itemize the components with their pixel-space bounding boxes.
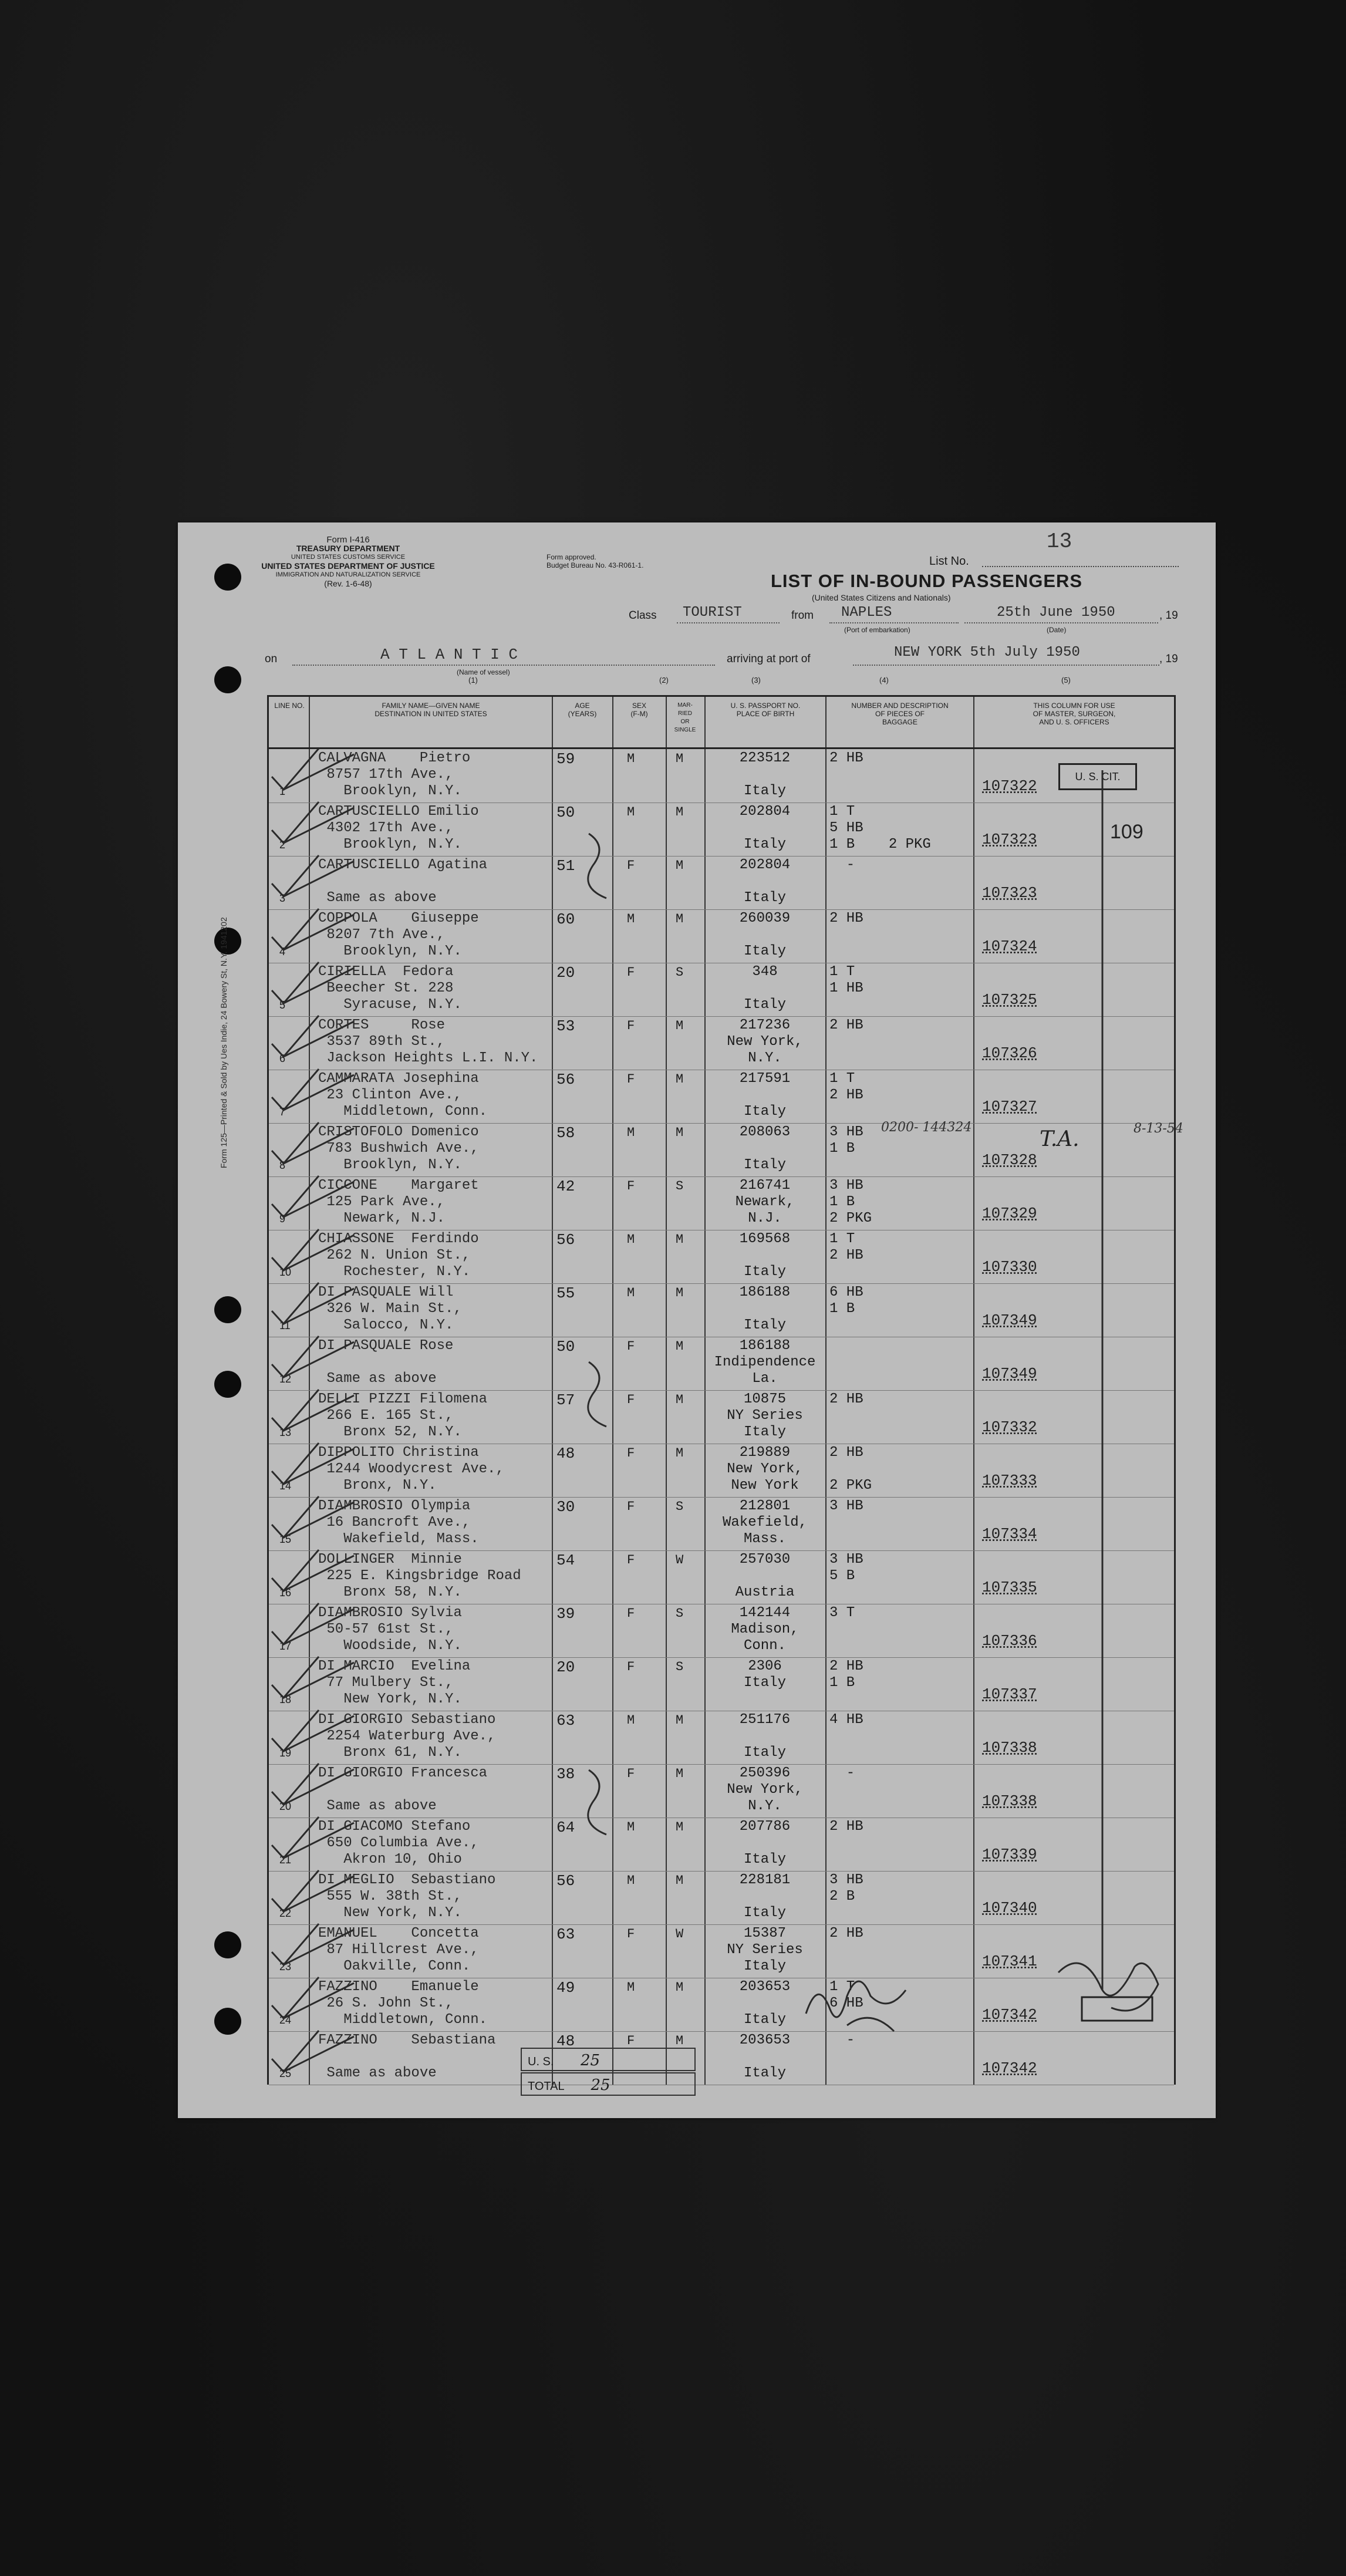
- line-number: 19: [279, 1747, 292, 1759]
- check-mark: [272, 1924, 354, 1965]
- line-number: 21: [279, 1854, 292, 1866]
- check-mark: [272, 1603, 354, 1644]
- passenger-sex: F: [627, 1392, 635, 1407]
- header-sex: SEX (F-M): [630, 702, 648, 718]
- line-number: 25: [279, 2068, 292, 2079]
- passenger-name: DIAMBROSIO Sylvia 50-57 61st St., Woodside, N.Y.: [318, 1605, 462, 1654]
- marital-status: M: [676, 1873, 684, 1888]
- passenger-name: CICCONE Margaret 125 Park Ave., Newark, N.J.: [318, 1178, 479, 1226]
- passenger-age: 50: [556, 804, 575, 821]
- passport-birthplace: 186188 Italy: [739, 1284, 791, 1333]
- passenger-name: DIAMBROSIO Olympia 16 Bancroft Ave., Wakefield, Mass.: [318, 1498, 479, 1547]
- baggage: 1 T 5 HB 1 B 2 PKG: [829, 804, 931, 852]
- marital-status: S: [676, 1606, 684, 1621]
- line-number: 13: [279, 1427, 292, 1438]
- check-mark: [272, 1390, 354, 1431]
- passenger-age: 55: [556, 1284, 575, 1302]
- marital-status: M: [676, 1980, 684, 1995]
- line-number: 4: [279, 946, 286, 957]
- total-count-value: 25: [591, 2076, 610, 2094]
- ins-service: IMMIGRATION AND NATURALIZATION SERVICE: [275, 571, 421, 578]
- passport-birthplace: 203653 Italy: [739, 1979, 791, 2028]
- marital-status: M: [676, 1072, 684, 1087]
- passenger-age: 59: [556, 750, 575, 768]
- passenger-sex: F: [627, 1660, 635, 1674]
- line-number: 10: [279, 1266, 292, 1278]
- marital-status: S: [676, 1660, 684, 1674]
- marital-status: M: [676, 2034, 684, 2048]
- passport-birthplace: 202804 Italy: [739, 857, 791, 906]
- baggage: -: [829, 1765, 855, 1781]
- baggage: 2 HB: [829, 911, 863, 926]
- officer-number: 107330: [982, 1258, 1037, 1276]
- check-mark: [272, 1870, 354, 1911]
- passenger-age: 64: [556, 1819, 575, 1836]
- passport-birthplace: 217236 New York, N.Y.: [727, 1017, 803, 1066]
- header-officer: THIS COLUMN FOR USE OF MASTER, SURGEON, AND U. S. OFFICERS: [1033, 702, 1116, 726]
- from-port: NAPLES: [841, 605, 892, 621]
- line-number: 9: [279, 1213, 286, 1225]
- baggage: 3 HB 5 B: [829, 1552, 863, 1584]
- officer-number: 107342: [982, 2006, 1037, 2024]
- officer-number: 107336: [982, 1632, 1037, 1650]
- header-passport: U. S. PASSPORT NO. PLACE OF BIRTH: [730, 702, 801, 718]
- line-number: 7: [279, 1106, 286, 1118]
- officer-number: 107323: [982, 884, 1037, 902]
- handwritten-initials: T.A.: [1040, 1127, 1080, 1151]
- officer-number: 107334: [982, 1525, 1037, 1543]
- line-number: 2: [279, 839, 286, 851]
- passenger-sex: M: [627, 1980, 635, 1995]
- passenger-sex: F: [627, 1019, 635, 1033]
- passenger-sex: F: [627, 965, 635, 980]
- marital-status: M: [676, 1232, 684, 1247]
- passenger-name: DI PASQUALE Rose Same as above: [318, 1338, 454, 1387]
- us-count-value: 25: [581, 2052, 601, 2069]
- passenger-sex: F: [627, 1179, 635, 1193]
- marital-status: M: [676, 1713, 684, 1728]
- passenger-sex: F: [627, 858, 635, 873]
- passenger-age: 60: [556, 911, 575, 928]
- bracket-mark: [588, 1362, 606, 1427]
- passenger-age: 56: [556, 1872, 575, 1890]
- handwritten-number: 109: [1110, 821, 1143, 843]
- baggage: 2 HB: [829, 1926, 863, 1941]
- passenger-name: DELLI PIZZI Filomena 266 E. 165 St., Bronx 52, N.Y.: [318, 1391, 488, 1440]
- passport-birthplace: 15387 NY Series Italy: [727, 1926, 803, 1974]
- marital-status: M: [676, 751, 684, 766]
- marital-status: M: [676, 912, 684, 926]
- passport-birthplace: 216741 Newark, N.J.: [735, 1178, 795, 1226]
- check-mark: [272, 1764, 354, 1805]
- line-number: 12: [279, 1373, 292, 1385]
- line-number: 16: [279, 1587, 292, 1599]
- class-value: TOURIST: [683, 605, 742, 621]
- passenger-sex: F: [627, 2034, 635, 2048]
- baggage: 2 HB: [829, 1017, 863, 1033]
- check-mark: [272, 1657, 354, 1698]
- passport-birthplace: 223512 Italy: [739, 750, 791, 799]
- passport-birthplace: 212801 Wakefield, Mass.: [722, 1498, 808, 1547]
- check-mark: [272, 1443, 354, 1484]
- passport-birthplace: 219889 New York, New York: [727, 1445, 803, 1493]
- baggage: 3 HB 1 B: [829, 1124, 863, 1156]
- line-number: 24: [279, 2014, 292, 2026]
- header-line-no: LINE NO.: [274, 702, 305, 710]
- justice-department: UNITED STATES DEPARTMENT OF JUSTICE: [261, 561, 435, 571]
- passport-birthplace: 250396 New York, N.Y.: [727, 1765, 803, 1814]
- baggage: 1 T 2 HB: [829, 1071, 863, 1103]
- marital-status: M: [676, 1019, 684, 1033]
- vessel-caption: (Name of vessel): [457, 668, 510, 676]
- check-mark: [272, 1550, 354, 1591]
- marital-status: M: [676, 1392, 684, 1407]
- baggage: -: [829, 2032, 855, 2048]
- line-number: 3: [279, 892, 286, 904]
- marital-status: M: [676, 1339, 684, 1354]
- passport-birthplace: 169568 Italy: [739, 1231, 791, 1280]
- check-mark: [272, 1069, 354, 1110]
- passenger-name: DIPPOLITO Christina 1244 Woodycrest Ave., Bronx, N.Y.: [318, 1445, 504, 1493]
- marital-status: M: [676, 1820, 684, 1835]
- officer-number: 107329: [982, 1205, 1037, 1222]
- passenger-name: DI GIORGIO Francesca Same as above: [318, 1765, 488, 1814]
- passenger-name: FAZZINO Sebastiana Same as above: [318, 2032, 496, 2081]
- passport-birthplace: 2306 Italy: [743, 1658, 786, 1691]
- col-caption-4: (4): [879, 676, 889, 685]
- signature-mark: [1058, 1963, 1158, 2011]
- passport-birthplace: 251176 Italy: [739, 1712, 791, 1761]
- passenger-name: DOLLINGER Minnie 225 E. Kingsbridge Road Bronx 58, N.Y.: [318, 1552, 521, 1600]
- passenger-age: 63: [556, 1712, 575, 1729]
- marital-status: M: [676, 1125, 684, 1140]
- marital-status: M: [676, 858, 684, 873]
- officer-number: 107332: [982, 1418, 1037, 1436]
- treasury-department: TREASURY DEPARTMENT: [296, 544, 400, 553]
- col-caption-2: (2): [659, 676, 669, 685]
- port-embark-caption: (Port of embarkation): [844, 626, 910, 634]
- marital-status: M: [676, 805, 684, 820]
- passenger-name: DI PASQUALE Will 326 W. Main St., Salocco, N.Y.: [318, 1284, 462, 1333]
- marital-status: W: [676, 1927, 684, 1941]
- baggage: 1 T 6 HB: [829, 1979, 863, 2011]
- baggage: 1 T 1 HB: [829, 964, 863, 996]
- budget-bureau: Budget Bureau No. 43-R061-1.: [547, 561, 644, 569]
- passport-birthplace: 257030 Austria: [735, 1552, 795, 1600]
- line-number: 14: [279, 1480, 292, 1492]
- passport-birthplace: 142144 Madison, Conn.: [731, 1605, 799, 1654]
- passenger-sex: F: [627, 1072, 635, 1087]
- list-no-label: List No.: [929, 555, 969, 568]
- check-mark: [272, 909, 354, 950]
- passenger-name: CORTES Rose 3537 89th St., Jackson Heights L.I. N.Y.: [318, 1017, 538, 1066]
- form-number: Form I-416: [326, 535, 370, 545]
- officer-number: 107322: [982, 777, 1037, 795]
- passenger-name: DI GIORGIO Sebastiano 2254 Waterburg Ave., Bronx 61, N.Y.: [318, 1712, 496, 1761]
- arriving-port-date: NEW YORK 5th July 1950: [894, 645, 1080, 660]
- from-date: 25th June 1950: [997, 605, 1115, 621]
- header-married: MAR- RIED OR SINGLE: [674, 702, 696, 733]
- passenger-sex: F: [627, 1446, 635, 1461]
- passenger-sex: F: [627, 1499, 635, 1514]
- baggage: 3 T: [829, 1605, 855, 1621]
- passport-birthplace: 10875 NY Series Italy: [727, 1391, 803, 1440]
- passenger-sex: F: [627, 1339, 635, 1354]
- form-subtitle: (United States Citizens and Nationals): [812, 593, 951, 602]
- marital-status: M: [676, 1446, 684, 1461]
- passenger-sex: M: [627, 1713, 635, 1728]
- passenger-sex: M: [627, 751, 635, 766]
- check-mark: [272, 1016, 354, 1057]
- from-label: from: [791, 609, 814, 622]
- officer-number: 107349: [982, 1365, 1037, 1383]
- list-no-value: 13: [1047, 530, 1072, 554]
- officer-number: 107326: [982, 1044, 1037, 1062]
- baggage: 3 HB 1 B 2 PKG: [829, 1178, 872, 1226]
- line-number: 17: [279, 1640, 292, 1652]
- officer-number: 107337: [982, 1685, 1037, 1703]
- passenger-age: 48: [556, 1445, 575, 1462]
- col-caption-3: (3): [751, 676, 761, 685]
- passenger-age: 57: [556, 1391, 575, 1409]
- check-mark: [272, 1710, 354, 1751]
- passenger-name: CHIASSONE Ferdindo 262 N. Union St., Rochester, N.Y.: [318, 1231, 479, 1280]
- passenger-sex: F: [627, 1927, 635, 1941]
- passenger-sex: F: [627, 1553, 635, 1567]
- passenger-age: 56: [556, 1071, 575, 1088]
- handwritten-marks: [178, 522, 1216, 2118]
- baggage: 4 HB: [829, 1712, 863, 1728]
- passenger-age: 51: [556, 857, 575, 875]
- check-mark: [272, 855, 354, 896]
- marital-status: M: [676, 1286, 684, 1300]
- officer-number: 107349: [982, 1311, 1037, 1329]
- passenger-name: CALVAGNA Pietro 8757 17th Ave., Brooklyn, N.Y.: [318, 750, 471, 799]
- marital-status: M: [676, 1766, 684, 1781]
- passenger-age: 48: [556, 2032, 575, 2050]
- passport-birthplace: 208063 Italy: [739, 1124, 791, 1173]
- passenger-name: EMANUEL Concetta 87 Hillcrest Ave., Oakville, Conn.: [318, 1926, 479, 1974]
- passenger-sex: F: [627, 1606, 635, 1621]
- passenger-age: 42: [556, 1178, 575, 1195]
- passport-birthplace: 186188 Indipendence La.: [714, 1338, 816, 1387]
- officer-number: 107323: [982, 831, 1037, 848]
- us-count-label: U. S.: [528, 2055, 554, 2068]
- check-mark: [272, 1283, 354, 1324]
- passenger-sex: M: [627, 1125, 635, 1140]
- passenger-age: 49: [556, 1979, 575, 1997]
- passenger-name: CIRIELLA Fedora Beecher St. 228 Syracuse, N.Y.: [318, 964, 462, 1013]
- date-caption: (Date): [1047, 626, 1067, 634]
- customs-service: UNITED STATES CUSTOMS SERVICE: [291, 554, 406, 561]
- officer-number: 107341: [982, 1953, 1037, 1970]
- passenger-sex: M: [627, 1820, 635, 1835]
- officer-number: 107325: [982, 991, 1037, 1009]
- passenger-age: 20: [556, 1658, 575, 1676]
- baggage: 3 HB 2 B: [829, 1872, 863, 1904]
- printer-imprint: Form 125—Printed & Sold by Ues Indie, 24 Bowery St, N.Y. 1941202: [219, 917, 228, 1168]
- passenger-name: COPPOLA Giuseppe 8207 7th Ave., Brooklyn, N.Y.: [318, 911, 479, 959]
- passenger-sex: F: [627, 1766, 635, 1781]
- passenger-age: 56: [556, 1231, 575, 1249]
- passenger-name: CARTUSCIELLO Emilio 4302 17th Ave., Brooklyn, N.Y.: [318, 804, 479, 852]
- line-number: 1: [279, 785, 286, 797]
- passenger-age: 20: [556, 964, 575, 982]
- header-baggage: NUMBER AND DESCRIPTION OF PIECES OF BAGGAGE: [851, 702, 949, 726]
- passenger-age: 54: [556, 1552, 575, 1569]
- marital-status: S: [676, 1179, 684, 1193]
- passenger-name: CAMMARATA Josephina 23 Clinton Ave., Middletown, Conn.: [318, 1071, 488, 1120]
- class-label: Class: [629, 609, 657, 622]
- passenger-age: 30: [556, 1498, 575, 1516]
- officer-number: 107339: [982, 1846, 1037, 1863]
- baggage: 2 HB: [829, 750, 863, 766]
- line-number: 18: [279, 1694, 292, 1705]
- passenger-name: DI GIACOMO Stefano 650 Columbia Ave., Akron 10, Ohio: [318, 1819, 479, 1867]
- check-mark: [272, 1336, 354, 1377]
- passport-birthplace: 202804 Italy: [739, 804, 791, 852]
- baggage: -: [829, 857, 855, 873]
- us-citizen-stamp: U. S. CIT.: [1058, 763, 1137, 790]
- check-mark: [272, 1176, 354, 1217]
- baggage: 2 HB 2 PKG: [829, 1445, 872, 1493]
- check-mark: [272, 748, 354, 790]
- passport-birthplace: 217591 Italy: [739, 1071, 791, 1120]
- header-age: AGE (YEARS): [568, 702, 597, 718]
- check-mark: [272, 2031, 354, 2072]
- check-mark: [272, 1817, 354, 1858]
- line-number: 6: [279, 1053, 286, 1064]
- officer-number: 107338: [982, 1792, 1037, 1810]
- col-caption-1: (1): [468, 676, 478, 685]
- passport-birthplace: 348 Italy: [743, 964, 786, 1013]
- handwritten-note-right: 8-13-54: [1134, 1121, 1183, 1136]
- on-label: on: [265, 653, 278, 665]
- arriving-label: arriving at port of: [727, 653, 811, 665]
- check-mark: [272, 1496, 354, 1537]
- baggage: 6 HB 1 B: [829, 1284, 863, 1317]
- passenger-age: 38: [556, 1765, 575, 1783]
- total-count-label: TOTAL: [528, 2080, 564, 2093]
- officer-number: 107327: [982, 1098, 1037, 1115]
- revision: (Rev. 1-6-48): [324, 579, 372, 588]
- officer-number: 107340: [982, 1899, 1037, 1917]
- passport-birthplace: 260039 Italy: [739, 911, 791, 959]
- baggage: 2 HB: [829, 1819, 863, 1835]
- check-mark: [272, 1122, 354, 1164]
- passenger-sex: M: [627, 1232, 635, 1247]
- passenger-age: 53: [556, 1017, 575, 1035]
- marital-status: W: [676, 1553, 684, 1567]
- year-suffix-1: , 19: [1159, 609, 1178, 622]
- vessel-name: A T L A N T I C: [380, 646, 518, 663]
- signature-mark: [806, 1981, 906, 2031]
- passenger-sex: M: [627, 805, 635, 820]
- baggage: 3 HB: [829, 1498, 863, 1514]
- passport-birthplace: 207786 Italy: [739, 1819, 791, 1867]
- passenger-sex: M: [627, 1873, 635, 1888]
- passenger-name: DI MARCIO Evelina 77 Mulbery St., New York, N.Y.: [318, 1658, 471, 1707]
- officer-number: 107335: [982, 1579, 1037, 1596]
- officer-number: 107333: [982, 1472, 1037, 1489]
- passenger-age: 50: [556, 1338, 575, 1356]
- officer-number: 107338: [982, 1739, 1037, 1756]
- form-title: LIST OF IN-BOUND PASSENGERS: [771, 571, 1083, 591]
- baggage: 1 T 2 HB: [829, 1231, 863, 1263]
- passport-birthplace: 203653 Italy: [739, 2032, 791, 2081]
- col-caption-5: (5): [1061, 676, 1071, 685]
- passenger-name: DI MEGLIO Sebastiano 555 W. 38th St., New York, N.Y.: [318, 1872, 496, 1921]
- officer-number: 107328: [982, 1151, 1037, 1169]
- officer-number: 107342: [982, 2059, 1037, 2077]
- passenger-age: 63: [556, 1926, 575, 1943]
- passenger-age: 39: [556, 1605, 575, 1623]
- header-name: FAMILY NAME—GIVEN NAME DESTINATION IN UNITED STATES: [375, 702, 487, 718]
- check-mark: [272, 1977, 354, 2018]
- manifest-sheet: [178, 522, 1216, 2118]
- check-mark: [272, 1229, 354, 1270]
- bracket-mark: [588, 1770, 606, 1835]
- line-number: 11: [279, 1320, 291, 1331]
- baggage: 2 HB 1 B: [829, 1658, 863, 1691]
- passenger-sex: M: [627, 912, 635, 926]
- bracket-mark: [588, 834, 606, 898]
- passenger-sex: M: [627, 1286, 635, 1300]
- passenger-name: FAZZINO Emanuele 26 S. John St., Middletown, Conn.: [318, 1979, 488, 2028]
- line-number: 15: [279, 1533, 292, 1545]
- passenger-age: 58: [556, 1124, 575, 1142]
- line-number: 23: [279, 1961, 292, 1973]
- marital-status: S: [676, 965, 684, 980]
- baggage: 2 HB: [829, 1391, 863, 1407]
- line-number: 8: [279, 1159, 286, 1171]
- passenger-name: CARTUSCIELLO Agatina Same as above: [318, 857, 488, 906]
- line-number: 20: [279, 1800, 292, 1812]
- passport-birthplace: 228181 Italy: [739, 1872, 791, 1921]
- handwritten-note-left: 0200- 144324: [881, 1120, 972, 1135]
- check-mark: [272, 962, 354, 1003]
- passenger-name: CRISTOFOLO Domenico 783 Bushwich Ave., Brooklyn, N.Y.: [318, 1124, 479, 1173]
- year-suffix-2: , 19: [1159, 653, 1178, 665]
- line-number: 22: [279, 1907, 292, 1919]
- check-mark: [272, 802, 354, 843]
- marital-status: S: [676, 1499, 684, 1514]
- officer-number: 107324: [982, 938, 1037, 955]
- form-approved: Form approved.: [547, 553, 596, 561]
- line-number: 5: [279, 999, 286, 1011]
